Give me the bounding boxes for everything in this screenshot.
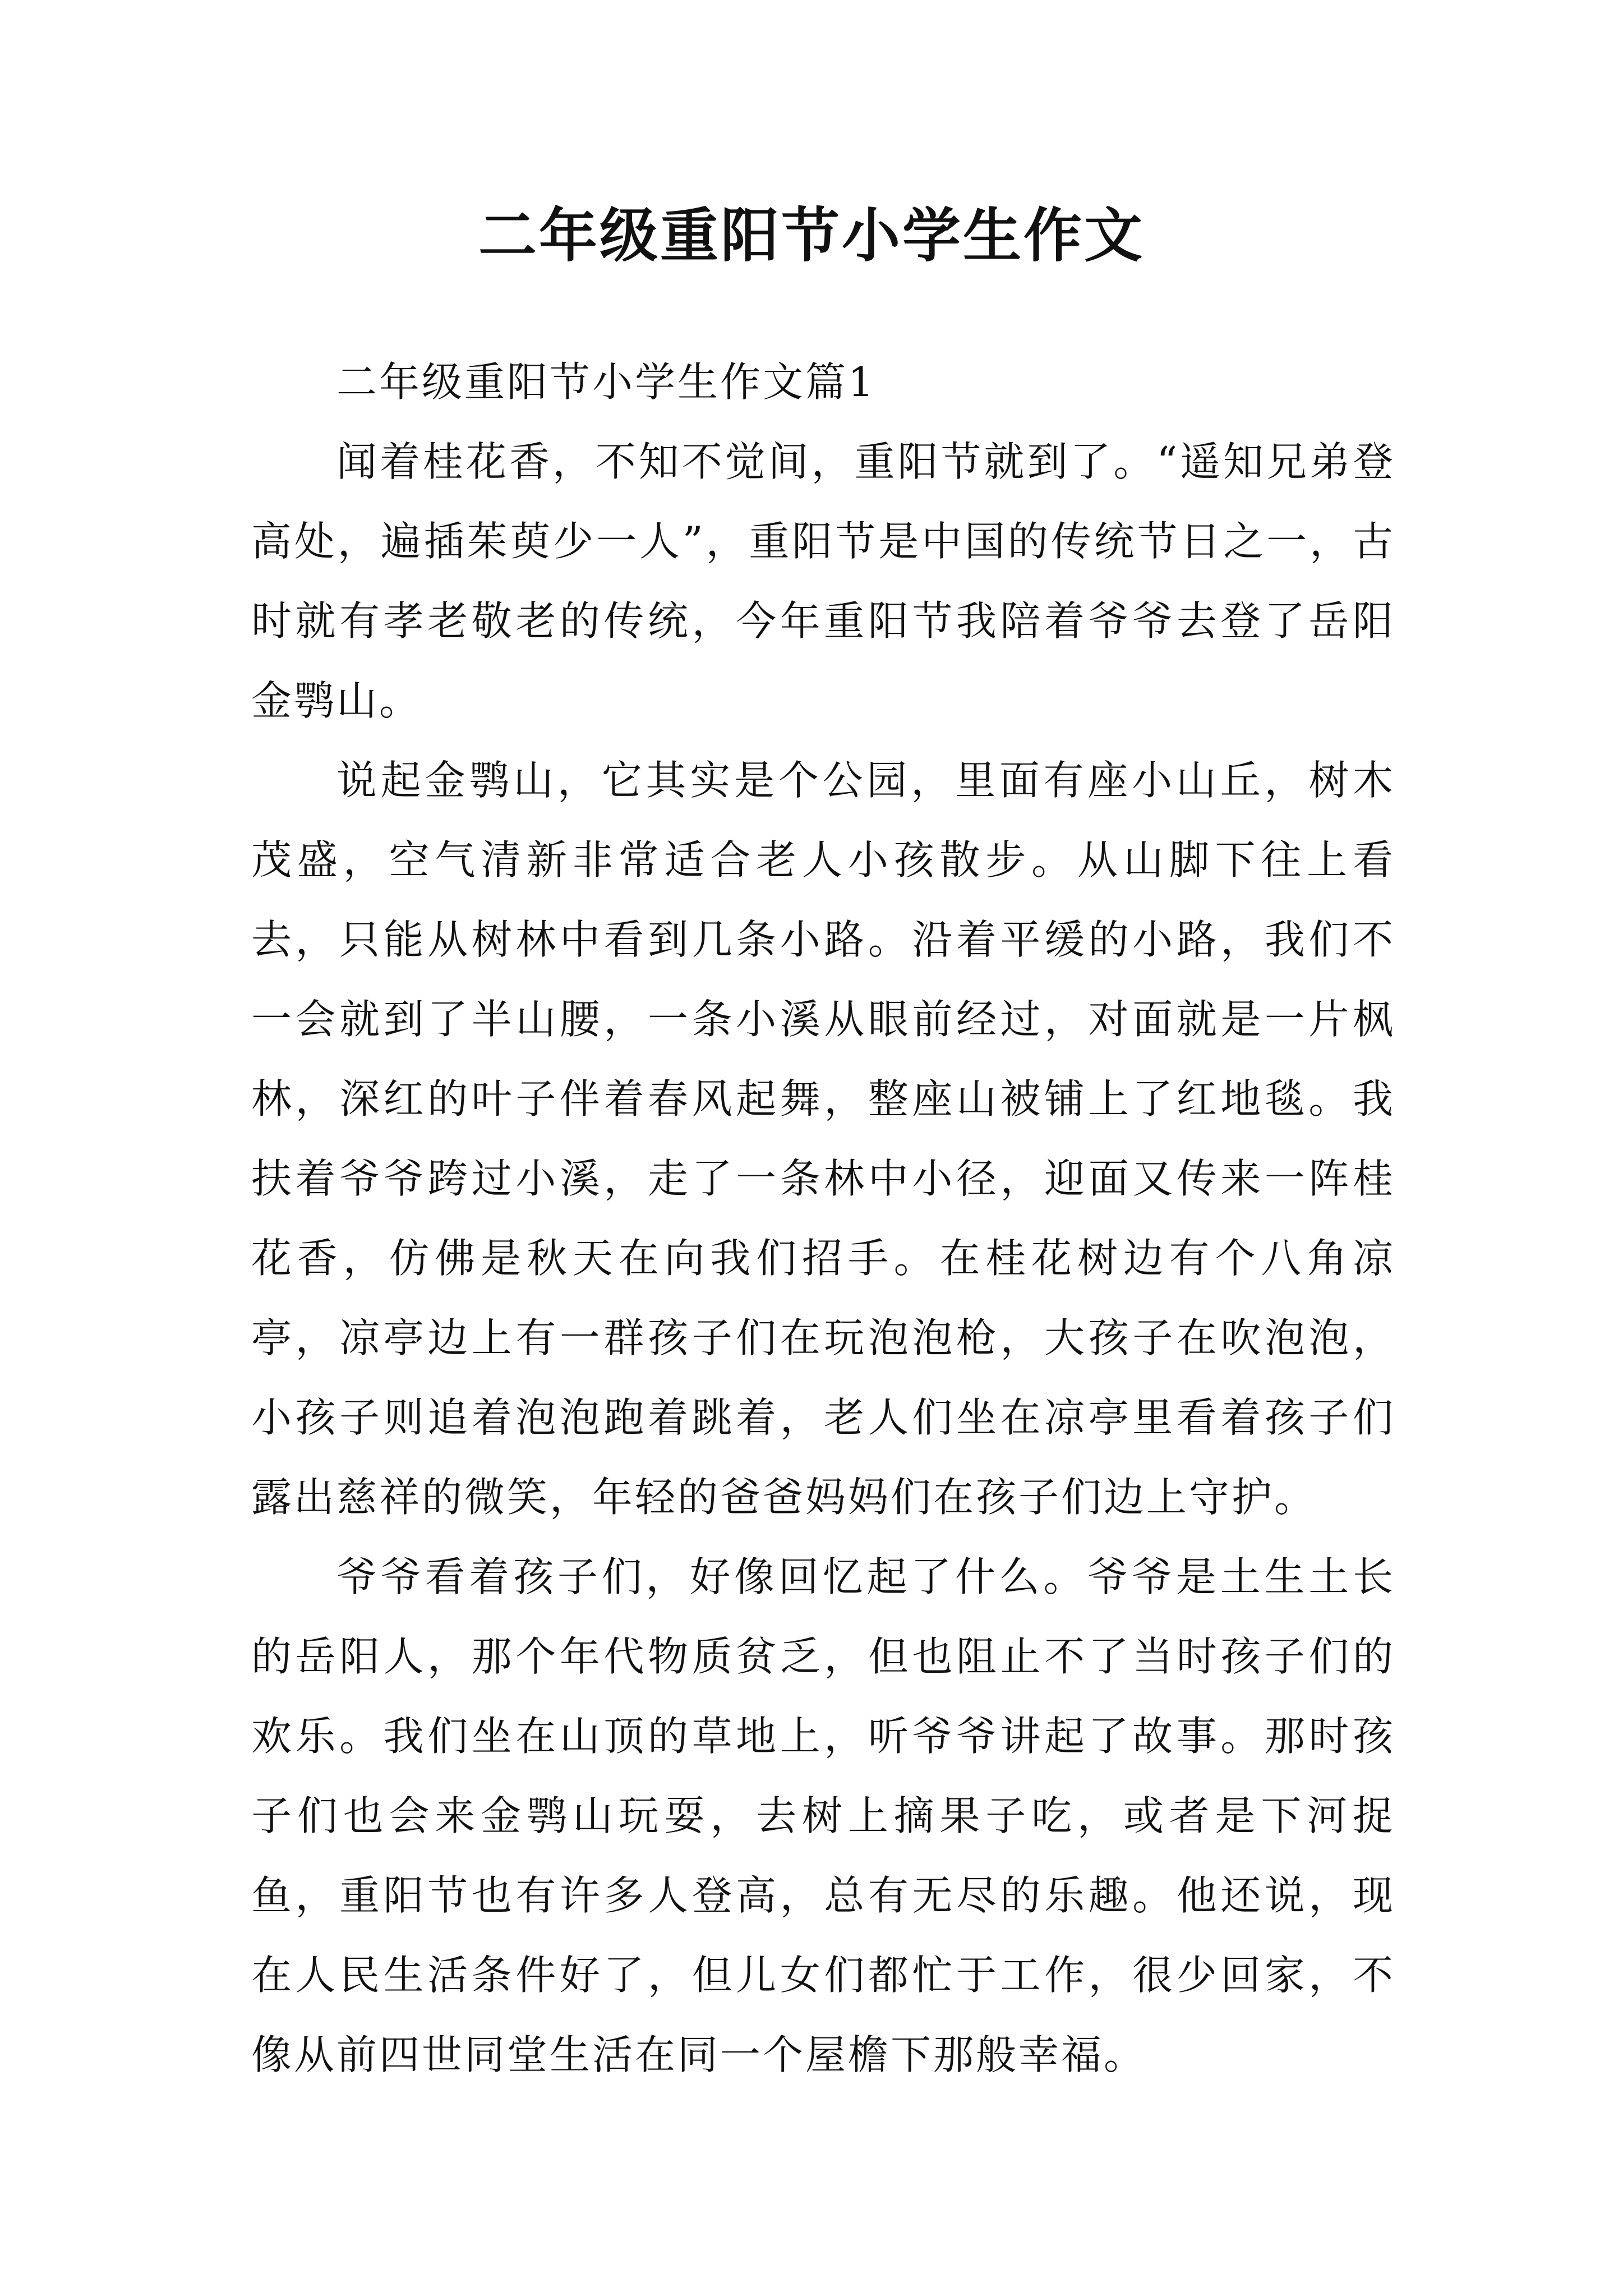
paragraph-1: 闻着桂花香，不知不觉间，重阳节就到了。“遥知兄弟登高处，遍插茱萸少一人”，重阳节是中国的传统节日之一，古时就有孝老敬老的传统，今年重阳节我陪着爷爷去登了岳阳金鹗山。 — [251, 438, 1395, 724]
document-body — [251, 342, 1395, 2095]
section-heading: 二年级重阳节小学生作文篇1 — [336, 358, 876, 406]
paragraph-2: 说起金鹗山，它其实是个公园，里面有座小山丘，树木茂盛，空气清新非常适合老人小孩散步。从山脚下往上看去，只能从树林中看到几条小路。沿着平缓的小路，我们不一会就到了半山腰，一条小溪从眼前经过，对面就是一片枫林，深红的叶子伴着春风起舞，整座山被铺上了红地毯。我扶着爷爷跨过小溪，走了一条林中小径，迎面又传来一阵桂花香，仿佛是秋天在向我们招手。在桂花树边有个八角凉亭，凉亭边上有一群孩子们在玩泡泡枪，大孩子在吹泡泡，小孩子则追着泡泡跑着跳着，老人们坐在凉亭里看着孩子们露出慈祥的微笑，年轻的爸爸妈妈们在孩子们边上守护。 — [251, 757, 1395, 1521]
paragraph-3: 爷爷看着孩子们，好像回忆起了什么。爷爷是土生土长的岳阳人，那个年代物质贫乏，但也阻止不了当时孩子们的欢乐。我们坐在山顶的草地上，听爷爷讲起了故事。那时孩子们也会来金鹗山玩耍，去树上摘果子吃，或者是下河捉鱼，重阳节也有许多人登高，总有无尽的乐趣。他还说，现在人民生活条件好了，但儿女们都忙于工作，很少回家，不像从前四世同堂生活在同一个屋檐下那般幸福。 — [251, 1553, 1395, 2078]
document-title: 二年级重阳节小学生作文 — [478, 201, 1145, 270]
